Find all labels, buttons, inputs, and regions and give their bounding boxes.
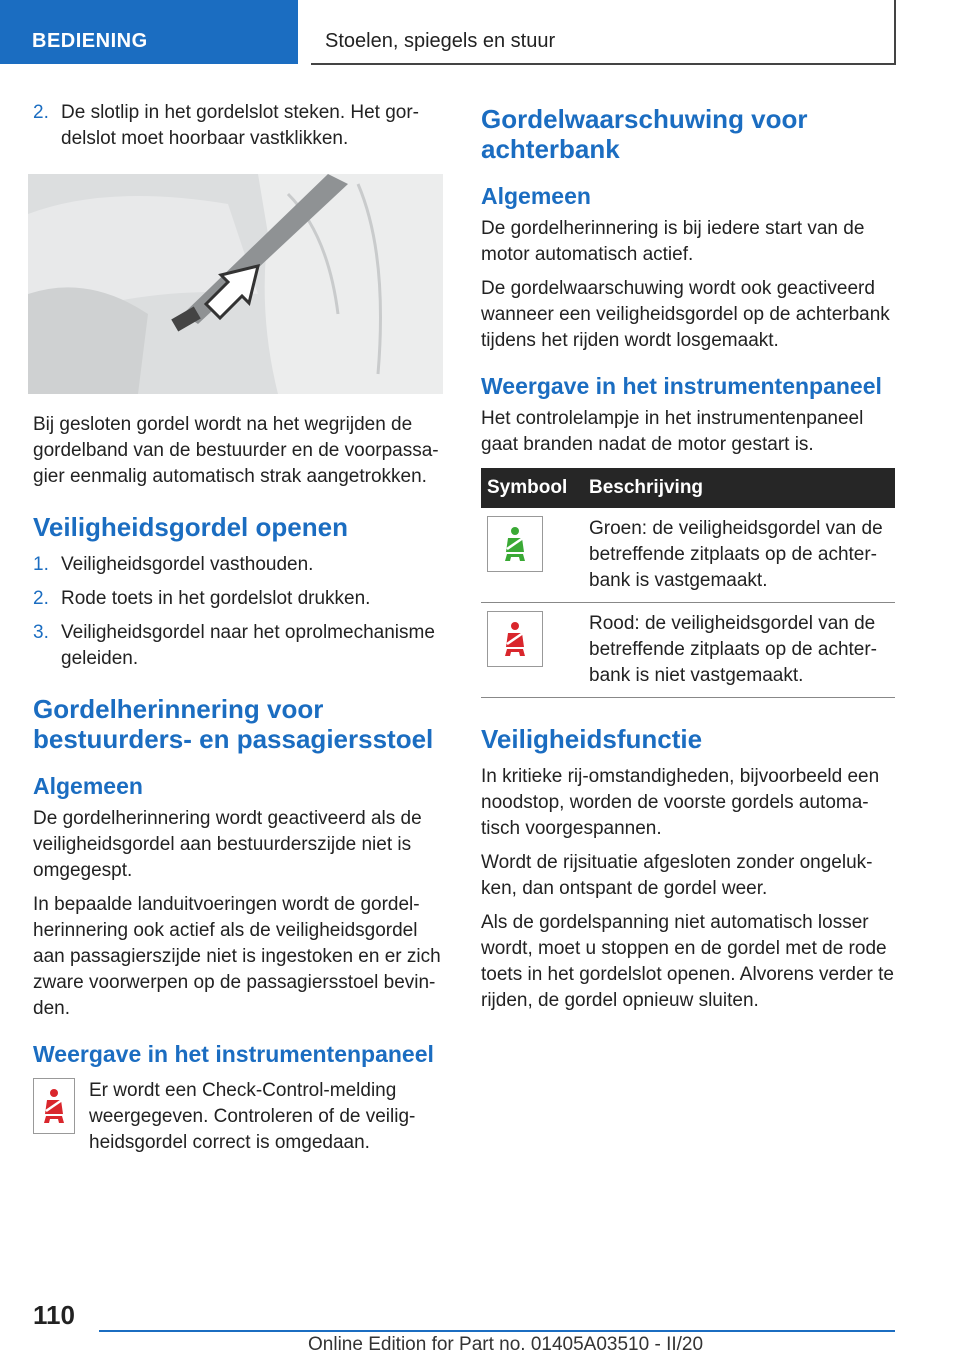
footer-edition: Online Edition for Part no. 01405A03510 - II/20 — [308, 1334, 704, 1355]
paragraph: Bij gesloten gordel wordt na het wegrijden de gordelband van de bestuurder en de voorpassa-gier eenmalig automatisch strak aangetrokken. — [33, 414, 439, 487]
footer-divider — [99, 1330, 895, 1332]
step-text: De slotlip in het gordelslot steken. Het gor-delslot moet hoorbaar vastklikken. — [61, 102, 420, 149]
step-number: 2. — [33, 588, 49, 609]
open-step-3 — [33, 620, 443, 672]
heading-general: Algemeen — [33, 773, 143, 799]
step-text: Veiligheidsgordel vasthouden. — [61, 554, 314, 575]
step-2 — [33, 100, 443, 152]
table-row — [481, 603, 895, 698]
open-step-1 — [33, 552, 443, 578]
seatbelt-red-icon — [487, 611, 543, 667]
heading-general: Algemeen — [481, 183, 591, 209]
table-cell-description: Rood: de veiligheidsgordel van de betreffende zitplaats op de achter-bank is niet vastgemaakt. — [583, 603, 895, 698]
open-step-2 — [33, 586, 443, 612]
step-text: Rode toets in het gordelslot drukken. — [61, 588, 371, 609]
step-text: Veiligheidsgordel naar het oprolmechanisme geleiden. — [61, 622, 435, 669]
paragraph: Wordt de rijsituatie afgesloten zonder ongeluk-ken, dan ontspant de gordel weer. — [481, 852, 873, 899]
table-header-symbol: Symbool — [481, 468, 583, 508]
heading-belt-reminder: Gordelherinnering voor bestuurders- en passagiersstoel — [33, 694, 434, 754]
table-header-row — [481, 468, 895, 508]
heading-display: Weergave in het instrumentenpaneel — [33, 1041, 434, 1067]
table-cell-symbol — [481, 508, 583, 603]
paragraph: Als de gordelspanning niet automatisch losser wordt, moet u stoppen en de gordel met de rode toets in het gordelslot openen. Alvorens verder te rijden, de gordel opnieuw sluiten. — [481, 912, 894, 1011]
heading-belt-open: Veiligheidsgordel openen — [33, 512, 348, 542]
paragraph: In kritieke rij-omstandigheden, bijvoorbeeld een noodstop, worden de voorste gordels automa-tisch voorgespannen. — [481, 766, 880, 839]
paragraph: Het controlelampje in het instrumentenpaneel gaat branden nadat de motor gestart is. — [481, 408, 864, 455]
paragraph: De gordelwaarschuwing wordt ook geactiveerd wanneer een veiligheidsgordel op de achterbank tijdens het rijden wordt losgemaakt. — [481, 278, 890, 351]
header-chapter-label: Stoelen, spiegels en stuur — [325, 30, 556, 52]
paragraph: De gordelherinnering is bij iedere start van de motor automatisch actief. — [481, 218, 865, 265]
header-section-label: BEDIENING — [32, 30, 148, 52]
paragraph: De gordelherinnering wordt geactiveerd als de veiligheidsgordel aan bestuurderszijde niet is omgegespt. — [33, 808, 422, 881]
seatbelt-buckle-photo — [28, 174, 443, 394]
step-number: 1. — [33, 554, 49, 575]
step-number: 2. — [33, 102, 49, 123]
table-row — [481, 508, 895, 603]
table-cell-symbol — [481, 603, 583, 698]
seatbelt-warning-red-icon — [33, 1078, 75, 1134]
header-section-tab — [0, 0, 298, 64]
seatbelt-green-icon — [487, 516, 543, 572]
page-number: 110 — [33, 1300, 75, 1330]
display-text: Er wordt een Check-Control-melding weergegeven. Controleren of de veilig-heidsgordel correct is omgedaan. — [89, 1080, 416, 1153]
seatbelt-illustration — [28, 174, 443, 394]
display-note — [33, 1078, 443, 1156]
header-chapter — [311, 0, 896, 65]
step-number: 3. — [33, 622, 49, 643]
right-column — [481, 100, 895, 1022]
symbol-table — [481, 468, 895, 698]
table-cell-description: Groen: de veiligheidsgordel van de betreffende zitplaats op de achter-bank is vastgemaakt. — [583, 508, 895, 603]
paragraph: In bepaalde landuitvoeringen wordt de gordel-herinnering ook actief als de veiligheidsgordel aan passagierszijde niet is ingestoken en er zich zware voorwerpen op de passagiersstoel bevin-den. — [33, 894, 441, 1019]
left-column — [33, 100, 443, 1156]
heading-safety-function: Veiligheidsfunctie — [481, 724, 703, 754]
heading-rear-belt-warning: Gordelwaarschuwing voor achterbank — [481, 104, 808, 164]
table-header-description: Beschrijving — [583, 468, 895, 508]
heading-display: Weergave in het instrumentenpaneel — [481, 373, 882, 399]
